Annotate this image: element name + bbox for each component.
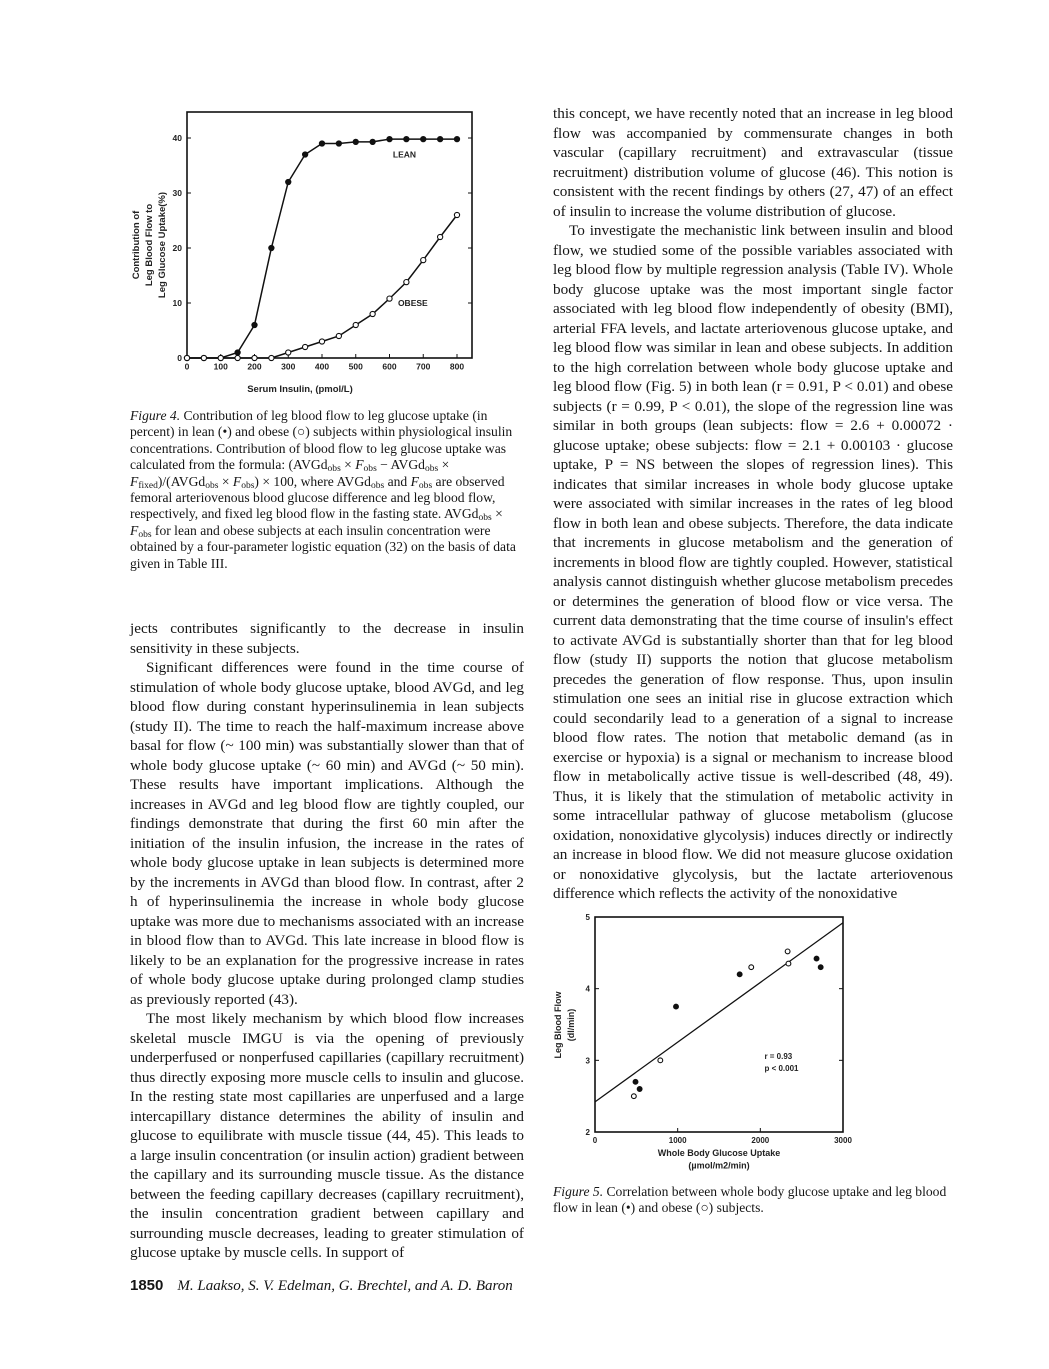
data-point-obese — [387, 296, 392, 301]
paragraph: this concept, we have recently noted that an increase in leg blood flow was accompanied by commensurate changes in both vascular (capillary recruitment) and extravascular (tissue recruitment) distribution volume of glucose (46). This notion is consistent with the recent findings by others (27, 47) of an effect of insulin to increase the volume distribution of glucose. — [553, 105, 953, 220]
paragraph: jects contributes significantly to the decrease in insulin sensitivity in these subjects. — [130, 620, 524, 657]
x-tick-label: 2000 — [751, 1136, 770, 1145]
data-point-lean — [674, 1004, 679, 1009]
caption-run: obs — [327, 464, 341, 475]
annotation: r = 0.93 — [764, 1051, 793, 1061]
data-point-obese — [252, 355, 257, 360]
data-point-obese — [218, 355, 223, 360]
caption-run: are observed femoral arteriovenous blood glucose difference and leg blood flow, respectively, and fixed leg blood flow in the fasting state. AVGd — [130, 473, 505, 522]
x-tick-label: 100 — [213, 361, 228, 372]
data-point-lean — [421, 137, 426, 142]
figure-5-caption — [553, 1184, 948, 1217]
data-point-obese — [303, 344, 308, 349]
x-tick-label: 3000 — [834, 1136, 852, 1145]
caption-run: Figure 4. — [130, 408, 181, 423]
caption-run: Figure 5. — [553, 1184, 604, 1199]
y-axis-label: Contribution of — [131, 210, 142, 280]
data-point-obese — [353, 322, 358, 327]
data-point-obese — [404, 280, 409, 285]
caption-run: × — [340, 457, 356, 473]
y-tick-label: 40 — [172, 133, 182, 143]
figure-4-caption — [130, 408, 522, 572]
data-point-lean — [235, 350, 240, 355]
annotation: LEAN — [392, 149, 417, 160]
data-point-lean — [438, 137, 443, 142]
caption-run: F — [130, 473, 139, 489]
x-axis-label: Whole Body Glucose Uptake — [657, 1148, 781, 1158]
page-footer — [130, 1277, 513, 1295]
data-point-lean — [303, 152, 308, 157]
data-point-obese — [235, 355, 240, 360]
data-point-obese — [438, 234, 443, 239]
data-point-obese — [749, 965, 754, 970]
x-tick-label: 700 — [416, 361, 431, 372]
data-point-lean — [633, 1079, 638, 1084]
series-line-lean — [187, 139, 457, 358]
x-tick-label: 0 — [592, 1136, 598, 1145]
data-point-lean — [637, 1087, 642, 1092]
data-point-lean — [737, 972, 742, 977]
caption-run: )/(AVGd — [157, 473, 206, 489]
data-point-lean — [336, 141, 341, 146]
data-point-lean — [269, 245, 274, 250]
paragraph: Significant differences were found in the time course of stimulation of whole body glucose uptake, blood AVGd, and leg blood flow during constant hyperinsulinemia in lean subjects (study II). The time to reach the half-maximum increase above basal for flow (~ 100 min) was substantially slower than that of whole body glucose uptake (~ 60 min) and AVGd (~ 50 min). These results have important implications. Although the increases in AVGd and leg blood flow are tightly coupled, our findings demonstrate that during the first 60 min after the initiation of the insulin infusion, the increase in the rates of whole body glucose uptake in lean subjects is determined more by the increments in AVGd than blood flow. In contrast, after 2 h of hyperinsulinemia the increase in whole body glucose uptake was more due to mechanisms associated with an increase in blood flow than to AVGd. This late increase in blood flow is likely to be an explanation for the progressive increase in rates of whole body glucose uptake during prolonged clamp studies as previously reported (43). — [130, 659, 524, 1008]
paragraph: To investigate the mechanistic link between insulin and blood flow, we studied some of the possible variables associated with leg blood flow by multiple regression analysis (Table IV). Whole body glucose uptake was the most important single factor associated with leg blood flow independently of obesity (BMI), arterial FFA levels, and lactate arteriovenous glucose uptake, and leg blood flow was similar in lean and obese subjects. In addition to the high correlation between whole body glucose uptake and leg blood flow (Fig. 5) in both lean (r = 0.91, P < 0.01) and obese subjects (r = 0.99, P < 0.01), the slope of the regression line was similar in both groups (lean subjects: flow = 2.6 + 0.00072 · glucose uptake; obese subjects: flow = 2.1 + 0.00103 · glucose uptake, P = NS between the slopes of regression lines). This indicates that similar increases in whole body glucose uptake were associated with similar increases in the rates of leg blood flow in both lean and obese subjects. Therefore, the data indicate that increments in glucose metabolism and the generation of increments in blood flow are tightly coupled. However, statistical analysis cannot distinguish whether glucose metabolism precedes or determines the generation of blood flow or vice versa. The current data demonstrating that the time course of insulin's effect to activate AVGd is substantially shorter than that for leg blood flow (study II) supports the notion that glucose metabolism precedes the generation of flow response. Thus, upon insulin stimulation one sees an initial rise in glucose extraction which could secondarily lead to a generation of a signal to increase blood flow rates. The notion that metabolic demand (as in exercise or hypoxia) is a signal or mechanism to increase blood flow in metabolically active tissue is well-described (48, 49). Thus, it is likely that the stimulation of metabolic activity in some intracellular pathway of glucose metabolism (glucose oxidation, nonoxidative glycolysis) induces directly or indirectly an increase in blood flow. We did not measure glucose oxidation or nonoxidative glycolysis, but the lactate arteriovenous difference which reflects the activity of the nonoxidative — [553, 222, 953, 902]
y-axis-label: (dl/min) — [566, 1008, 576, 1042]
y-axis-label: Leg Blood Flow — [553, 991, 563, 1059]
x-tick-label: 600 — [382, 361, 397, 372]
data-point-obese — [454, 212, 459, 217]
caption-run: obs — [418, 480, 433, 491]
data-point-lean — [286, 179, 291, 184]
caption-run: F — [130, 522, 139, 538]
x-tick-label: 400 — [314, 361, 330, 372]
regression-line — [595, 923, 843, 1102]
data-point-lean — [454, 137, 459, 142]
caption-run: obs — [370, 480, 385, 491]
caption-run: obs — [241, 480, 255, 491]
data-point-obese — [201, 355, 206, 360]
y-axis-label: Leg Blood Flow to — [144, 203, 155, 287]
caption-run: fixed — [138, 480, 158, 491]
annotation: p < 0.001 — [764, 1063, 799, 1073]
x-tick-label: 1000 — [668, 1136, 687, 1145]
data-point-lean — [818, 965, 823, 970]
paragraph: The most likely mechanism by which blood flow increases skeletal muscle IMGU is via the opening of previously underperfused or nonperfused capillaries (capillary recruitment) thus directly exposing more muscle cells to insulin and glucose. In the resting state most capillaries are unperfused and a large intercapillary distance determines the ability of insulin and glucose to equilibrate with muscle tissue (44, 45). This leads to a large insulin concentration (or insulin action) gradient between the capillary and its surrounding muscle tissue. As the distance between the feeding capillary decreases (capillary recruitment), the insulin concentration gradient between capillary and surrounding muscle decreases, leading to greater stimulation of glucose uptake by muscle cells. In support of — [130, 1010, 524, 1261]
data-point-obese — [786, 961, 791, 966]
data-point-lean — [353, 139, 358, 144]
caption-run: ) × 100, where AVGd — [254, 473, 371, 489]
plot-frame — [187, 112, 472, 358]
caption-run: Correlation between whole body glucose uptake and leg blood flow in lean (•) and obese (○) subjects. — [553, 1184, 947, 1216]
series-line-obese — [187, 215, 457, 358]
x-tick-label: 300 — [281, 361, 296, 372]
data-point-obese — [658, 1058, 663, 1063]
x-tick-label: 500 — [348, 361, 363, 372]
caption-run: obs — [138, 529, 152, 540]
data-point-lean — [370, 139, 375, 144]
data-point-obese — [286, 350, 291, 355]
caption-run: − AVGd — [376, 457, 425, 473]
data-point-obese — [319, 339, 324, 344]
data-point-obese — [421, 258, 426, 263]
data-point-lean — [319, 141, 324, 146]
annotation: OBESE — [397, 297, 428, 308]
caption-run: obs — [363, 464, 377, 475]
left-column-text — [130, 619, 524, 1263]
data-point-lean — [387, 137, 392, 142]
x-axis-label: Serum Insulin, (pmol/L) — [247, 384, 353, 395]
y-tick-label: 4 — [585, 984, 590, 994]
running-authors: M. Laakso, S. V. Edelman, G. Brechtel, and A. D. Baron — [177, 1278, 513, 1294]
data-point-obese — [184, 355, 189, 360]
page-number: 1850 — [130, 1277, 164, 1294]
data-point-lean — [814, 956, 819, 961]
right-column-text — [553, 104, 953, 904]
x-tick-label: 0 — [184, 361, 190, 372]
caption-run: obs — [205, 480, 219, 491]
y-tick-label: 0 — [177, 353, 182, 363]
caption-run: and — [384, 473, 411, 489]
caption-run: F — [410, 473, 419, 489]
y-tick-label: 20 — [172, 243, 182, 253]
y-tick-label: 2 — [585, 1128, 590, 1137]
data-point-obese — [631, 1094, 636, 1099]
y-tick-label: 5 — [585, 913, 590, 922]
caption-run: obs — [478, 513, 492, 524]
data-point-obese — [785, 949, 790, 954]
caption-run: F — [355, 457, 364, 473]
y-tick-label: 10 — [172, 298, 182, 308]
data-point-obese — [370, 311, 375, 316]
caption-run: obs — [424, 464, 439, 475]
caption-run: F — [232, 473, 242, 489]
x-tick-label: 800 — [449, 361, 465, 372]
caption-run: Contribution of leg blood flow to leg glucose uptake (in percent) in lean (•) and obese (○) subjects within physiological insulin concentrations. Contribution of blood flow to leg glucose uptake was calculated from the formula: (AVGd — [130, 408, 513, 473]
caption-run: for lean and obese subjects at each insulin concentration were obtained by a four-parameter logistic equation (32) on the basis of data given in Table III. — [130, 522, 516, 571]
caption-run: × — [491, 506, 503, 522]
caption-run: × — [218, 473, 233, 489]
data-point-lean — [252, 322, 257, 327]
y-tick-label: 3 — [585, 1056, 590, 1066]
x-axis-label: (µmol/m2/min) — [688, 1160, 750, 1171]
data-point-lean — [404, 137, 409, 142]
y-tick-label: 30 — [172, 188, 182, 198]
x-tick-label: 200 — [247, 361, 262, 372]
caption-run: × — [438, 457, 450, 473]
y-axis-label: Leg Glucose Uptake(%) — [157, 191, 168, 299]
data-point-obese — [269, 355, 274, 360]
data-point-obese — [336, 333, 341, 338]
